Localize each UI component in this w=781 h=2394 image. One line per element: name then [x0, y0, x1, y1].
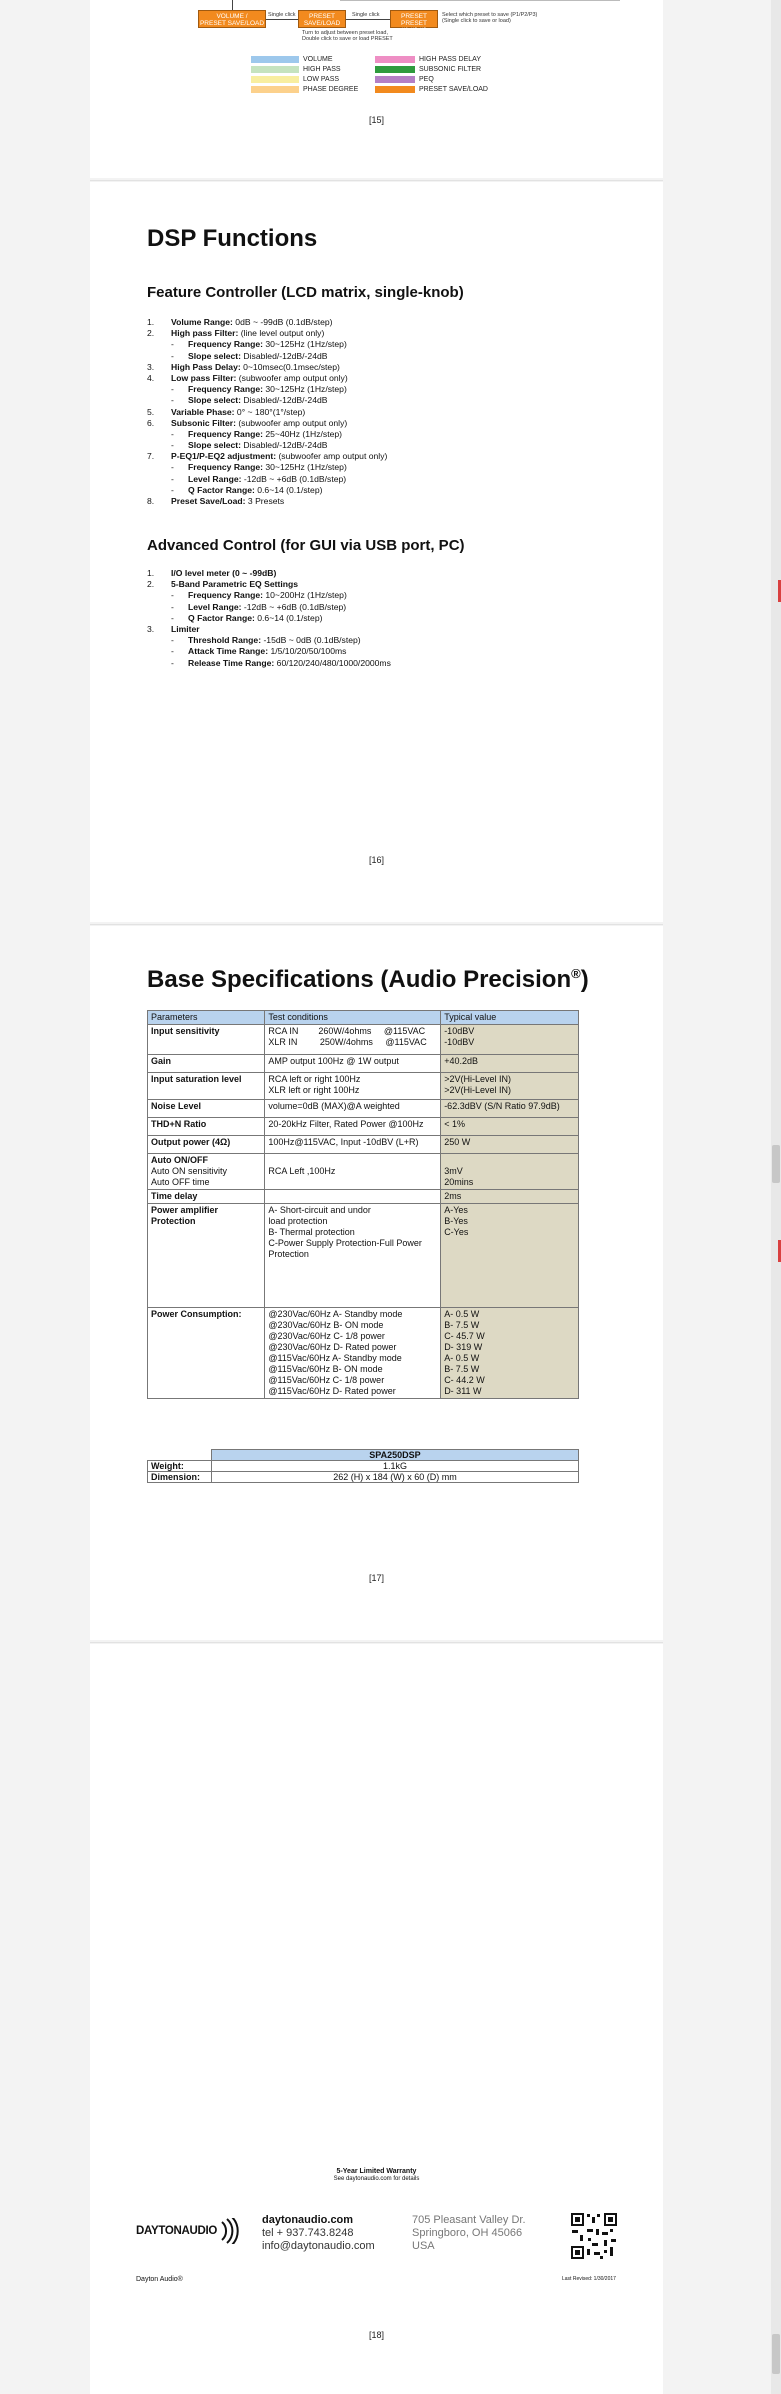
cell-line: D- 319 W	[444, 1342, 483, 1352]
cell-line: B- Thermal protection	[268, 1227, 355, 1237]
list-term: Preset Save/Load:	[171, 496, 246, 506]
page-15	[90, 0, 663, 178]
list-desc: 0.6~14 (0.1/step)	[254, 612, 323, 623]
list-item	[147, 339, 627, 350]
cell-line: @115Vac/60Hz A- Standby mode	[268, 1353, 402, 1363]
flow-box-presets: PRESET PRESET #1 #2 #3	[390, 10, 438, 28]
list-text	[188, 395, 327, 406]
param-cell: Power Consumption:	[148, 1308, 265, 1399]
page-separator	[90, 1642, 663, 1643]
list-text	[171, 418, 347, 429]
list-marker: -	[171, 384, 174, 395]
cell-line: XLR left or right 100Hz	[268, 1085, 360, 1095]
page-16	[90, 182, 663, 922]
list-item	[147, 328, 627, 339]
page-separator	[90, 924, 663, 925]
cell-line: Auto OFF time	[151, 1177, 210, 1187]
cell-line: A-Yes	[444, 1205, 468, 1215]
list-text	[188, 474, 346, 485]
list-term: Limiter	[171, 623, 200, 634]
list-text	[188, 384, 347, 395]
legend-label: HIGH PASS DELAY	[419, 56, 481, 63]
table-row	[148, 1204, 579, 1308]
cell-line: @115Vac/60Hz D- Rated power	[268, 1386, 396, 1396]
list-text	[171, 451, 387, 462]
list-item	[147, 407, 627, 418]
legend-swatch	[251, 56, 299, 63]
param-cell: Output power (4Ω)	[148, 1136, 265, 1154]
list-desc: Disabled/-12dB/-24dB	[241, 350, 328, 361]
list-item	[147, 658, 627, 669]
model-table	[147, 1449, 579, 1483]
list-term: Frequency Range:	[188, 339, 263, 350]
list-item	[147, 462, 627, 473]
list-desc: 25~40Hz (1Hz/step)	[262, 428, 343, 439]
list-term: Frequency Range:	[188, 384, 263, 395]
condition-cell	[265, 1025, 441, 1055]
param-cell	[148, 1154, 265, 1190]
list-desc: 60/120/240/480/1000/2000ms	[274, 657, 391, 668]
email: info@daytonaudio.com	[262, 2240, 375, 2252]
cell-line: < 1%	[444, 1119, 465, 1129]
table-row	[148, 1073, 579, 1100]
flow-line	[340, 0, 620, 1]
scroll-thumb[interactable]	[772, 1145, 780, 1183]
param-cell: Input saturation level	[148, 1073, 265, 1100]
cell-line: B- 7.5 W	[444, 1364, 480, 1374]
advanced-heading: Advanced Control (for GUI via USB port, PC)	[147, 537, 465, 554]
list-marker: 6.	[147, 417, 155, 428]
list-term: I/O level meter (0 ~ -99dB)	[171, 568, 277, 578]
flow-note-4a: Select which preset to save (P1/P2/P3)	[442, 12, 538, 18]
list-desc: Disabled/-12dB/-24dB	[241, 395, 328, 406]
condition-cell	[265, 1100, 441, 1118]
trademark: Dayton Audio®	[136, 2276, 183, 2283]
page-title	[147, 966, 589, 994]
cell-line: +40.2dB	[444, 1056, 478, 1066]
list-text	[188, 602, 346, 613]
list-marker: 5.	[147, 406, 155, 417]
weight-value: 1.1kG	[211, 1461, 578, 1472]
table-row	[148, 1136, 579, 1154]
dimension-value: 262 (H) x 184 (W) x 60 (D) mm	[211, 1472, 578, 1483]
list-term: Variable Phase:	[171, 406, 235, 417]
list-desc: (line level output only)	[238, 328, 325, 339]
list-text	[188, 440, 327, 451]
list-marker: -	[171, 612, 174, 623]
list-text	[171, 362, 340, 373]
title-text: Base Specifications (Audio Precision	[147, 966, 572, 993]
list-marker: -	[171, 601, 174, 612]
cell-line: RCA IN 260W/4ohms @115VAC	[268, 1026, 426, 1036]
value-cell: 2ms	[441, 1190, 579, 1204]
flow-box-volume-preset: VOLUME / PRESET SAVE/LOAD	[198, 10, 266, 28]
list-item	[147, 602, 627, 613]
cell-line: @230Vac/60Hz A- Standby mode	[268, 1309, 403, 1319]
list-marker: -	[171, 657, 174, 668]
page-title: DSP Functions	[147, 225, 318, 252]
param-cell: Time delay	[148, 1190, 265, 1204]
list-term: Slope select:	[188, 395, 242, 406]
flow-connector-2	[346, 19, 390, 20]
dayton-audio-logo	[136, 2218, 236, 2244]
list-desc: 1/5/10/20/50/100ms	[268, 646, 347, 657]
list-term: 5-Band Parametric EQ Settings	[171, 579, 299, 590]
list-item	[147, 485, 627, 496]
list-desc: 0.6~14 (0.1/step)	[254, 484, 323, 495]
list-term: Level Range:	[188, 601, 242, 612]
feature-list	[147, 317, 627, 507]
list-marker: -	[171, 350, 174, 361]
list-desc: (subwoofer amp output only)	[235, 417, 348, 428]
list-item	[147, 635, 627, 646]
cell-line: @115Vac/60Hz C- 1/8 power	[268, 1375, 385, 1385]
advanced-list	[147, 568, 627, 669]
list-term: Release Time Range:	[188, 657, 275, 668]
list-marker: -	[171, 339, 174, 350]
list-text	[188, 351, 327, 362]
list-text	[171, 407, 305, 418]
cell-line: -10dBV	[444, 1026, 475, 1036]
legend-swatch	[375, 76, 415, 83]
list-text	[171, 317, 333, 328]
list-item	[147, 373, 627, 384]
qr-code-icon	[570, 2212, 618, 2260]
list-term: High Pass Delay:	[171, 361, 241, 372]
page-number: [18]	[368, 2330, 384, 2340]
address-line-1: 705 Pleasant Valley Dr.	[412, 2214, 526, 2226]
list-marker: -	[171, 395, 174, 406]
value-cell	[441, 1100, 579, 1118]
feature-heading: Feature Controller (LCD matrix, single-knob)	[147, 284, 464, 301]
legend-label: PHASE DEGREE	[303, 86, 359, 93]
list-text	[171, 579, 298, 590]
list-item	[147, 579, 627, 590]
list-desc: -12dB ~ +6dB (0.1dB/step)	[241, 601, 347, 612]
list-desc: 30~125Hz (1Hz/step)	[262, 462, 347, 473]
condition-cell	[265, 1308, 441, 1399]
list-desc: Disabled/-12dB/-24dB	[241, 440, 328, 451]
page-number: [17]	[368, 1573, 384, 1583]
list-text	[188, 646, 346, 657]
flow-note-4b: (Single click to save or load)	[442, 18, 511, 24]
list-term: Threshold Range:	[188, 635, 262, 646]
list-text	[188, 635, 361, 646]
value-cell	[441, 1136, 579, 1154]
list-desc: 30~125Hz (1Hz/step)	[262, 384, 347, 395]
list-term: Slope select:	[188, 440, 242, 451]
model-name: SPA250DSP	[211, 1450, 578, 1461]
param-cell: THD+N Ratio	[148, 1118, 265, 1136]
list-item	[147, 317, 627, 328]
cell-line: C- 45.7 W	[444, 1331, 485, 1341]
list-term: P-EQ1/P-EQ2 adjustment:	[171, 451, 277, 462]
list-marker: -	[171, 462, 174, 473]
list-marker: 1.	[147, 317, 155, 327]
list-term: Volume Range:	[171, 317, 233, 327]
warranty-title: 5-Year Limited Warranty	[336, 2168, 417, 2175]
legend-swatch	[375, 56, 415, 63]
value-cell	[441, 1118, 579, 1136]
cell-line: A- 0.5 W	[444, 1353, 480, 1363]
list-item	[147, 613, 627, 624]
table-row	[148, 1190, 579, 1204]
list-term: Low pass Filter:	[171, 372, 237, 383]
list-text	[171, 328, 324, 339]
list-text	[188, 429, 342, 440]
list-desc: 10~200Hz (1Hz/step)	[262, 590, 347, 601]
condition-cell	[265, 1055, 441, 1073]
cell-line: RCA left or right 100Hz	[268, 1074, 361, 1084]
list-desc: (subwoofer amp output only)	[236, 372, 348, 383]
table-row	[148, 1118, 579, 1136]
warranty-subtitle: See daytonaudio.com for details	[333, 2176, 420, 2182]
address-line-3: USA	[412, 2240, 435, 2252]
cell-line: AMP output 100Hz @ 1W output	[268, 1056, 399, 1066]
cell-line: A- 0.5 W	[444, 1309, 480, 1319]
list-marker: -	[171, 428, 174, 439]
list-item	[147, 624, 627, 635]
legend-swatch	[251, 76, 299, 83]
flow-connector-1	[266, 19, 298, 20]
flow-note-1: Single click	[268, 12, 296, 18]
legend-label: PEQ	[419, 76, 434, 83]
flow-box-preset-save-load: PRESET SAVE/LOAD	[298, 10, 346, 28]
list-desc: -15dB ~ 0dB (0.1dB/step)	[261, 635, 361, 646]
list-text	[188, 658, 391, 669]
list-term: Attack Time Range:	[188, 646, 269, 657]
cell-line: B- 7.5 W	[444, 1320, 480, 1330]
cell-line: D- 311 W	[444, 1386, 482, 1396]
list-marker: -	[171, 440, 174, 451]
revision-date: Last Revised: 1/30/2017	[562, 2276, 616, 2282]
header-cell: Test conditions	[265, 1011, 441, 1025]
list-desc: 0~10msec(0.1msec/step)	[240, 361, 340, 372]
cell-line: C-Power Supply Protection-Full Power	[268, 1238, 422, 1248]
param-cell: Input sensitivity	[148, 1025, 265, 1055]
cell-line: >2V(Hi-Level IN)	[444, 1085, 511, 1095]
sound-wave-icon	[220, 2218, 240, 2244]
flow-arrow	[232, 0, 233, 10]
list-text	[171, 624, 200, 635]
list-term: Q Factor Range:	[188, 484, 255, 495]
list-item	[147, 590, 627, 601]
address-line-2: Springboro, OH 45066	[412, 2227, 523, 2239]
condition-cell	[265, 1154, 441, 1190]
list-text	[188, 613, 322, 624]
cell-line: 20-20kHz Filter, Rated Power @100Hz	[268, 1119, 424, 1129]
list-desc: 3 Presets	[245, 496, 285, 506]
cell-line: @230Vac/60Hz D- Rated power	[268, 1342, 397, 1352]
cell-line: >2V(Hi-Level IN)	[444, 1074, 511, 1084]
value-cell	[441, 1073, 579, 1100]
list-marker: 1.	[147, 568, 155, 578]
legend-label: SUBSONIC FILTER	[419, 66, 482, 73]
list-marker: -	[171, 590, 174, 601]
list-term: Frequency Range:	[188, 590, 263, 601]
flow-note-3a: Turn to adjust between preset load,	[302, 30, 389, 36]
list-term: Frequency Range:	[188, 428, 263, 439]
list-marker: -	[171, 646, 174, 657]
page-18	[90, 1644, 663, 2394]
title-end: )	[580, 966, 589, 993]
list-text	[188, 339, 347, 350]
cell-line: @230Vac/60Hz B- ON mode	[268, 1320, 384, 1330]
cell-line: -62.3dBV (S/N Ratio 97.9dB)	[444, 1101, 560, 1111]
table-row	[148, 1308, 579, 1399]
list-marker: 8.	[147, 496, 155, 506]
list-item	[147, 351, 627, 362]
param-cell: Power amplifier Protection	[148, 1204, 265, 1308]
legend-swatch	[251, 86, 299, 93]
condition-cell	[265, 1204, 441, 1308]
cell-line: Auto ON/OFF	[151, 1155, 208, 1165]
table-row	[148, 1154, 579, 1190]
list-marker: -	[171, 635, 174, 646]
scroll-thumb-lower[interactable]	[772, 2334, 780, 2374]
cell-line: 250 W	[444, 1137, 471, 1147]
list-item	[147, 418, 627, 429]
list-item	[147, 429, 627, 440]
dimension-label: Dimension:	[148, 1472, 212, 1483]
param-cell: Noise Level	[148, 1100, 265, 1118]
table-row	[148, 1055, 579, 1073]
value-cell	[441, 1308, 579, 1399]
cell-line: C- 44.2 W	[444, 1375, 485, 1385]
title-sup: ®	[571, 966, 581, 981]
list-text	[188, 462, 347, 473]
list-marker: 2.	[147, 328, 155, 339]
list-marker: 2.	[147, 579, 155, 590]
list-item	[147, 474, 627, 485]
list-item	[147, 496, 627, 507]
legend-label: HIGH PASS	[303, 66, 341, 73]
list-marker: -	[171, 473, 174, 484]
cell-line: -10dBV	[444, 1037, 475, 1047]
cell-line: 20mins	[444, 1177, 474, 1187]
list-term: Subsonic Filter:	[171, 417, 236, 428]
table-row	[148, 1100, 579, 1118]
list-text	[171, 568, 276, 579]
list-item	[147, 568, 627, 579]
list-desc: (subwoofer amp output only)	[276, 451, 388, 462]
cell-line: 3mV	[444, 1166, 463, 1176]
cell-line: Protection	[268, 1249, 309, 1259]
cell-line: C-Yes	[444, 1227, 469, 1237]
list-term: Q Factor Range:	[188, 612, 255, 623]
condition-cell	[265, 1073, 441, 1100]
list-marker: 7.	[147, 451, 155, 462]
legend-label: LOW PASS	[303, 76, 340, 83]
cell-line: RCA Left ,100Hz	[268, 1166, 336, 1176]
list-item	[147, 646, 627, 657]
cell-line: B-Yes	[444, 1216, 468, 1226]
value-cell	[441, 1025, 579, 1055]
cell-line: Auto ON sensitivity	[151, 1166, 228, 1176]
spec-table	[147, 1010, 579, 1399]
list-term: Slope select:	[188, 350, 242, 361]
table-header	[148, 1011, 579, 1025]
cell-line: A- Short-circuit and undor	[268, 1205, 371, 1215]
list-desc: 0° ~ 180°(1°/step)	[234, 406, 306, 417]
value-cell	[441, 1055, 579, 1073]
brand-wordmark: DAYTONAUDIO	[136, 2225, 218, 2237]
flow-note-3b: Double click to save or load PRESET	[302, 36, 393, 42]
list-marker: 3.	[147, 623, 155, 634]
header-cell: Parameters	[148, 1011, 265, 1025]
website: daytonaudio.com	[262, 2214, 354, 2226]
list-item	[147, 384, 627, 395]
condition-cell	[265, 1190, 441, 1204]
list-desc: 30~125Hz (1Hz/step)	[262, 339, 347, 350]
page-number: [15]	[368, 115, 384, 125]
value-cell	[441, 1204, 579, 1308]
flow-note-2: Single click	[352, 12, 380, 18]
condition-cell	[265, 1136, 441, 1154]
cell-line: XLR IN 250W/4ohms @115VAC	[268, 1037, 427, 1047]
list-item	[147, 362, 627, 373]
cell-line: volume=0dB (MAX)@A weighted	[268, 1101, 400, 1111]
page-number: [16]	[368, 855, 384, 865]
cell-line: @230Vac/60Hz C- 1/8 power	[268, 1331, 385, 1341]
legend-swatch	[375, 66, 415, 73]
param-cell: Gain	[148, 1055, 265, 1073]
vertical-scrollbar[interactable]	[771, 0, 781, 2394]
list-term: High pass Filter:	[171, 328, 239, 339]
page-separator	[90, 180, 663, 181]
weight-label: Weight:	[148, 1461, 212, 1472]
list-desc: 0dB ~ -99dB (0.1dB/step)	[232, 317, 333, 327]
list-term: Frequency Range:	[188, 462, 263, 473]
cell-line: load protection	[268, 1216, 328, 1226]
header-cell: Typical value	[441, 1011, 579, 1025]
legend-swatch	[375, 86, 415, 93]
legend-label: VOLUME	[303, 56, 333, 63]
list-marker: 3.	[147, 361, 155, 372]
cell-line: @115Vac/60Hz B- ON mode	[268, 1364, 383, 1374]
list-marker: -	[171, 484, 174, 495]
list-text	[171, 496, 284, 507]
list-text	[171, 373, 348, 384]
page-17	[90, 926, 663, 1640]
legend-label: PRESET SAVE/LOAD	[419, 86, 488, 93]
list-text	[188, 590, 347, 601]
cell-line: 100Hz@115VAC, Input -10dBV (L+R)	[268, 1137, 419, 1147]
list-item	[147, 440, 627, 451]
list-marker: 4.	[147, 372, 155, 383]
table-row	[148, 1025, 579, 1055]
list-item	[147, 395, 627, 406]
list-item	[147, 451, 627, 462]
list-desc: -12dB ~ +6dB (0.1dB/step)	[241, 473, 347, 484]
list-text	[188, 485, 322, 496]
phone: tel + 937.743.8248	[262, 2227, 354, 2239]
list-term: Level Range:	[188, 473, 242, 484]
legend-swatch	[251, 66, 299, 73]
value-cell	[441, 1154, 579, 1190]
condition-cell	[265, 1118, 441, 1136]
